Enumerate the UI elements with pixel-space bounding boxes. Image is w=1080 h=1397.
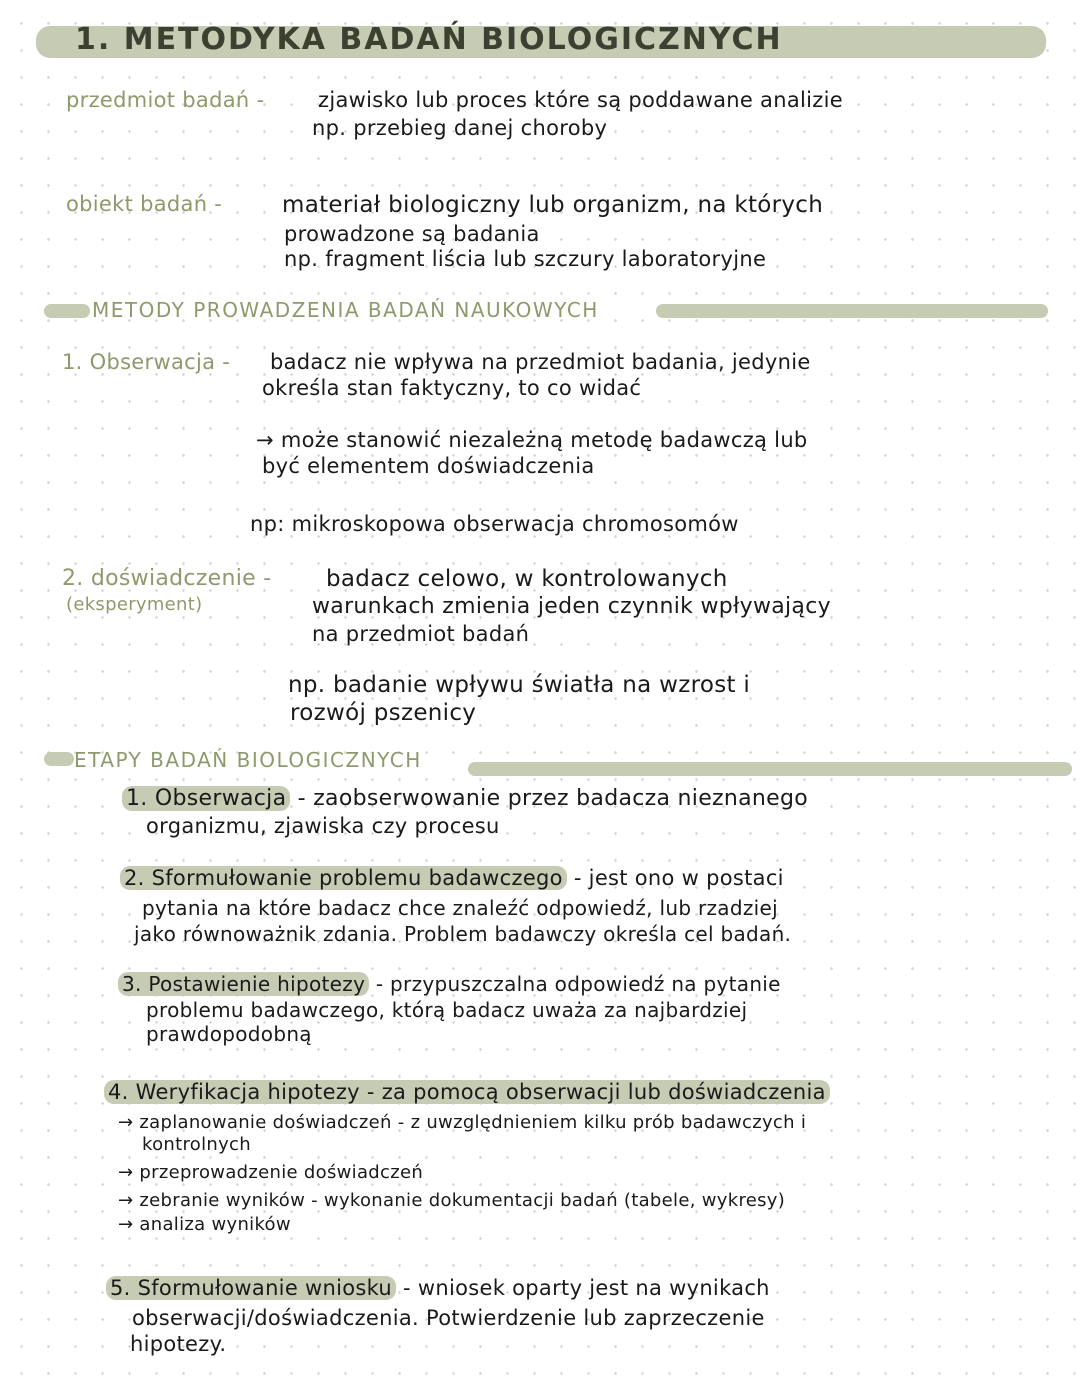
section-heading-methods: METODY PROWADZENIA BADAŃ NAUKOWYCH [92,298,599,322]
stage-text: problemu badawczego, którą badacz uważa za najbardziej [146,998,748,1022]
stage-1 [122,786,808,811]
stage-text: - zaobserwowanie przez badacza nieznanego [297,786,809,811]
stage-text: obserwacji/doświadczenia. Potwierdzenie lub zaprzeczenie [132,1306,765,1330]
section-bar-right [656,304,1048,318]
stage-text: - wniosek oparty jest na wynikach [403,1276,770,1300]
method-text: badacz nie wpływa na przedmiot badania, jedynie [270,350,811,374]
method-example: np: mikroskopowa obserwacja chromosomów [250,512,739,536]
section-bar-right [468,762,1072,776]
method-example: rozwój pszenicy [290,700,477,726]
section-bar-left [44,304,90,318]
stage-2 [120,866,784,890]
stage-term: 1. Obserwacja [122,786,290,811]
stage-text: jako równoważnik zdania. Problem badawczy określa cel badań. [134,922,792,946]
stage-text: → analiza wyników [118,1214,291,1235]
method-note: być elementem doświadczenia [262,454,595,478]
stage-text: kontrolnych [142,1134,251,1155]
method-text: na przedmiot badań [312,622,530,646]
term-obiekt: obiekt badań - [66,192,223,216]
stage-term: 5. Sformułowanie wniosku [106,1276,396,1300]
page-title: 1. METODYKA BADAŃ BIOLOGICZNYCH [75,22,783,57]
stage-term: 2. Sformułowanie problemu badawczego [120,866,567,890]
method-text: badacz celowo, w kontrolowanych [326,566,728,592]
definition-text: np. przebieg danej choroby [312,116,608,140]
term-przedmiot: przedmiot badań - [66,88,265,112]
stage-text: prawdopodobną [146,1022,312,1046]
definition-text: np. fragment liścia lub szczury laboratoryjne [284,247,767,271]
stage-term: 3. Postawienie hipotezy [118,972,369,996]
definition-text: prowadzone są badania [284,222,540,246]
stage-text: → przeprowadzenie doświadczeń [118,1162,424,1183]
method-text: warunkach zmienia jeden czynnik wpływający [312,594,831,619]
method-example: np. badanie wpływu światła na wzrost i [288,672,751,698]
stage-text: - jest ono w postaci [573,866,784,890]
method-text: określa stan faktyczny, to co widać [262,376,642,400]
definition-text: materiał biologiczny lub organizm, na których [282,192,824,218]
stage-text: - przypuszczalna odpowiedź na pytanie [375,972,781,996]
stage-5 [106,1276,770,1300]
section-heading-stages: ETAPY BADAŃ BIOLOGICZNYCH [74,748,422,772]
stage-text: hipotezy. [130,1332,227,1356]
term-experiment: 2. doświadczenie - [62,566,272,591]
stage-3 [118,972,781,996]
method-note: → może stanowić niezależną metodę badawczą lub [256,428,808,452]
stage-4 [104,1080,830,1104]
stage-text: organizmu, zjawiska czy procesu [146,814,500,838]
stage-term: 4. Weryfikacja hipotezy - za pomocą obserwacji lub doświadczenia [104,1080,830,1104]
stage-text: → zebranie wyników - wykonanie dokumentacji badań (tabele, wykresy) [118,1190,786,1211]
term-observation: 1. Obserwacja - [62,350,231,374]
section-bar-left [44,752,74,766]
term-experiment-alt: (eksperyment) [66,594,203,615]
definition-text: zjawisko lub proces które są poddawane analizie [318,88,843,112]
stage-text: → zaplanowanie doświadczeń - z uwzględnieniem kilku prób badawczych i [118,1112,807,1133]
stage-text: pytania na które badacz chce znaleźć odpowiedź, lub rzadziej [142,896,778,920]
